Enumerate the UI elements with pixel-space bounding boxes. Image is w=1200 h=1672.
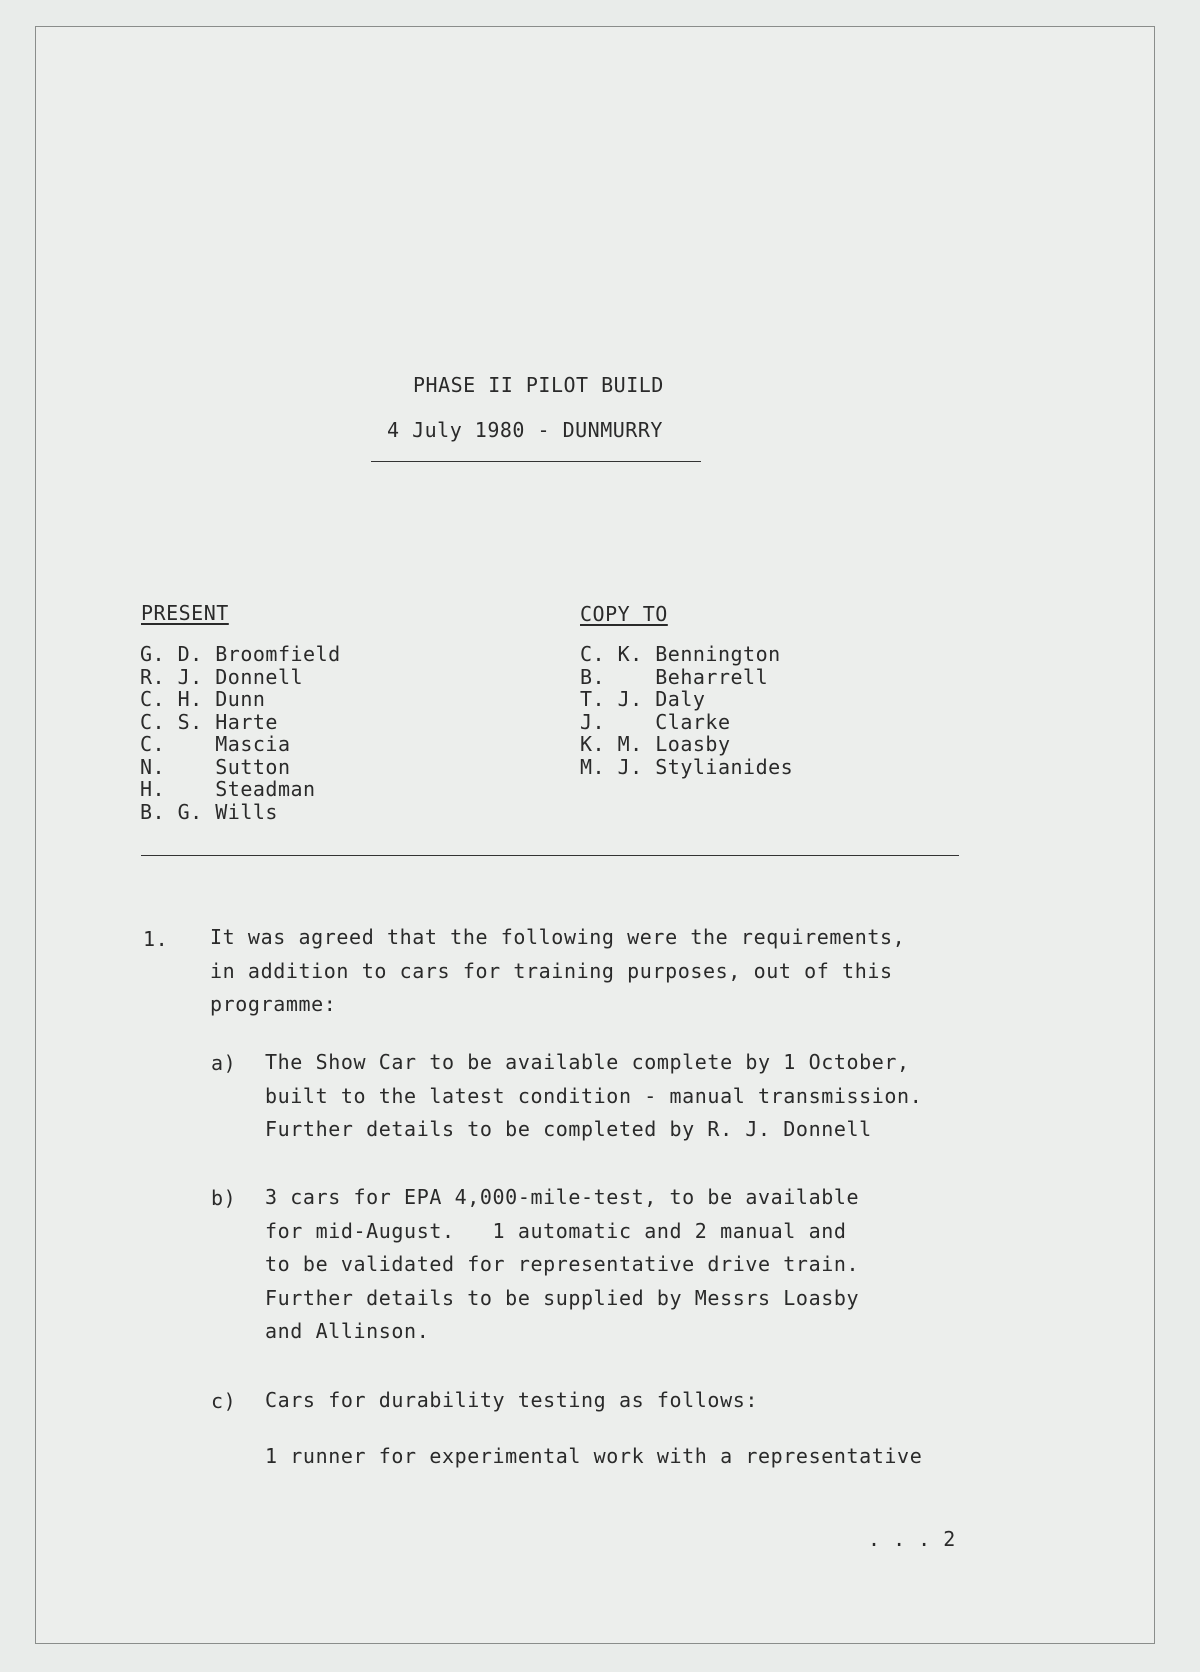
present-list (140, 643, 341, 823)
page-continuation-marker: . . . 2 (868, 1527, 956, 1551)
subitem-text-a: The Show Car to be available complete by 1 October, built to the latest condition - manual transmission. Further details to be completed by R. J. Donnell (265, 1050, 923, 1141)
document-title: PHASE II PILOT BUILD (413, 373, 664, 397)
copy-to-name: C. K. Bennington (580, 642, 781, 666)
present-name: N. Sutton (140, 754, 291, 779)
copy-to-name: J. Clarke (580, 709, 731, 734)
item-text: It was agreed that the following were the requirements, in addition to cars for training purposes, out of this programme: (210, 925, 906, 1016)
subitem-label-c: c) (211, 1389, 237, 1413)
subitem-text-b: 3 cars for EPA 4,000-mile-test, to be available for mid-August. 1 automatic and 2 manual and to be validated for representative drive train. Further details to be supplied by Messrs Loasby and Allinson. (265, 1185, 860, 1343)
present-name: R. J. Donnell (140, 664, 304, 689)
copy-to-heading: COPY TO (580, 602, 668, 626)
item-number: 1. (143, 927, 169, 951)
section-divider-rule (141, 855, 959, 856)
subitem-label-b: b) (211, 1186, 237, 1210)
present-name: G. D. Broomfield (140, 642, 341, 666)
subitem-continuation-c: 1 runner for experimental work with a representative (265, 1444, 923, 1468)
copy-to-name: M. J. Stylianides (580, 754, 794, 779)
present-name: C. H. Dunn (140, 687, 266, 711)
present-name: B. G. Wills (140, 799, 278, 824)
present-name: C. S. Harte (140, 709, 278, 734)
title-underline-rule (371, 461, 701, 462)
copy-to-name: K. M. Loasby (580, 732, 731, 756)
subitem-label-a: a) (211, 1051, 237, 1075)
present-heading: PRESENT (141, 601, 229, 625)
subitem-text-c: Cars for durability testing as follows: (265, 1388, 758, 1412)
present-name: C. Mascia (140, 732, 291, 756)
copy-to-name: B. Beharrell (580, 664, 769, 689)
copy-to-name: T. J. Daly (580, 687, 706, 711)
copy-to-list (580, 643, 793, 778)
present-name: H. Steadman (140, 777, 316, 801)
document-date-location: 4 July 1980 - DUNMURRY (387, 418, 663, 442)
